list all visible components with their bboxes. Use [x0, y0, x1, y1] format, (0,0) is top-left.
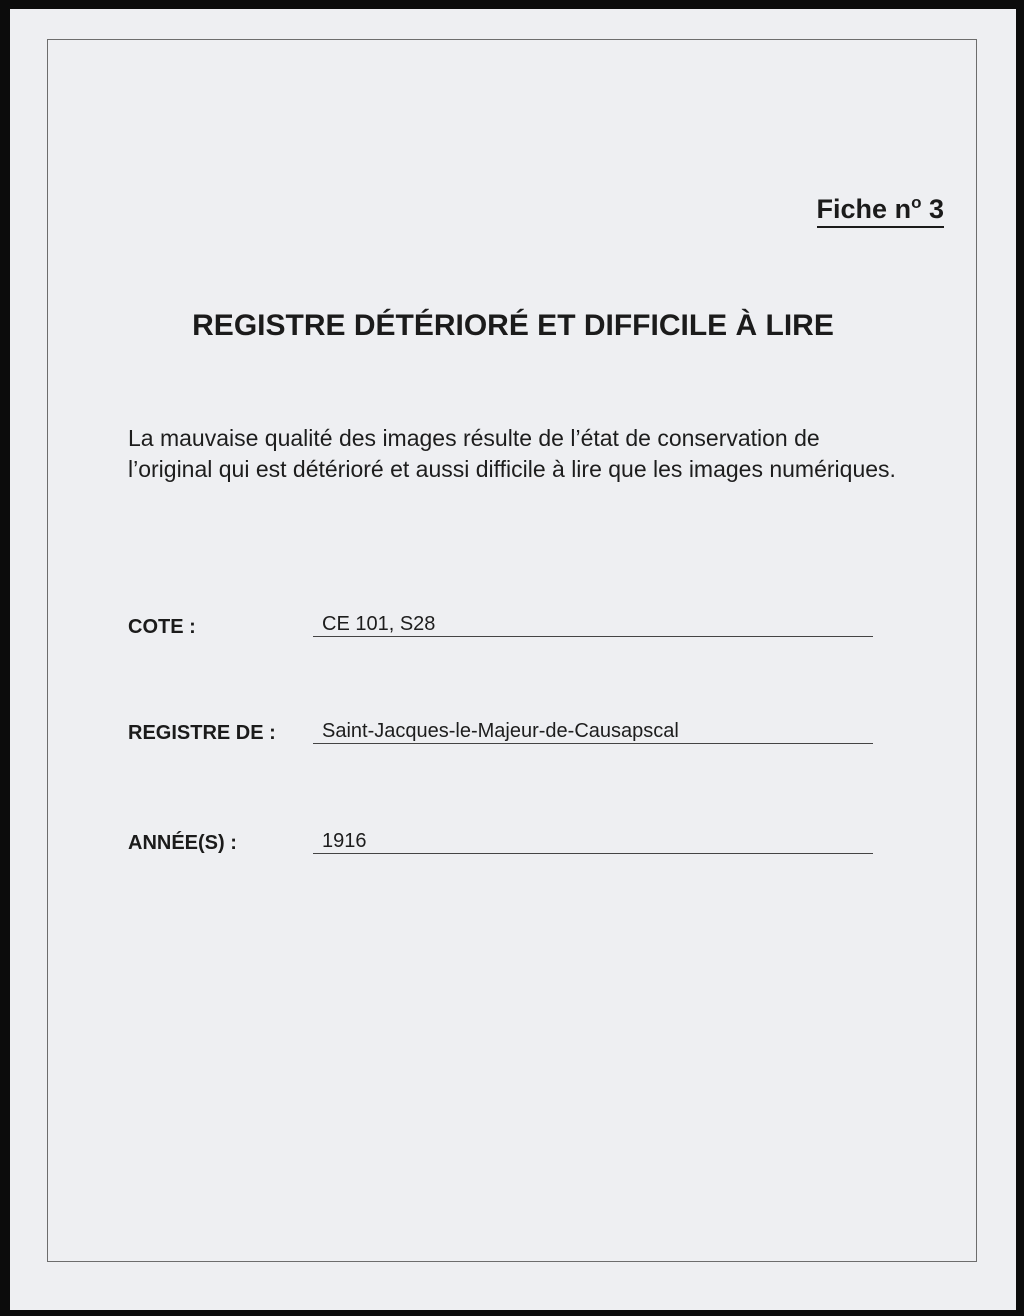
annees-value: 1916: [313, 829, 873, 854]
document-title: REGISTRE DÉTÉRIORÉ ET DIFFICILE À LIRE: [192, 309, 834, 342]
cote-value: CE 101, S28: [313, 612, 873, 637]
registre-label: REGISTRE DE :: [128, 722, 276, 744]
document-sheet: [10, 9, 1016, 1310]
fiche-label: Fiche n: [816, 194, 912, 224]
cote-label: COTE :: [128, 616, 196, 638]
fiche-number: 3: [928, 194, 944, 224]
fiche-number-heading: [817, 187, 944, 228]
description-paragraph: La mauvaise qualité des images résulte de l’état de conservation de l’original qui est détérioré et aussi difficile à lire que les images numériques.: [128, 425, 896, 482]
fiche-degree: o: [911, 193, 922, 212]
annees-label: ANNÉE(S) :: [128, 832, 237, 854]
registre-value: Saint-Jacques-le-Majeur-de-Causapscal: [313, 719, 873, 744]
